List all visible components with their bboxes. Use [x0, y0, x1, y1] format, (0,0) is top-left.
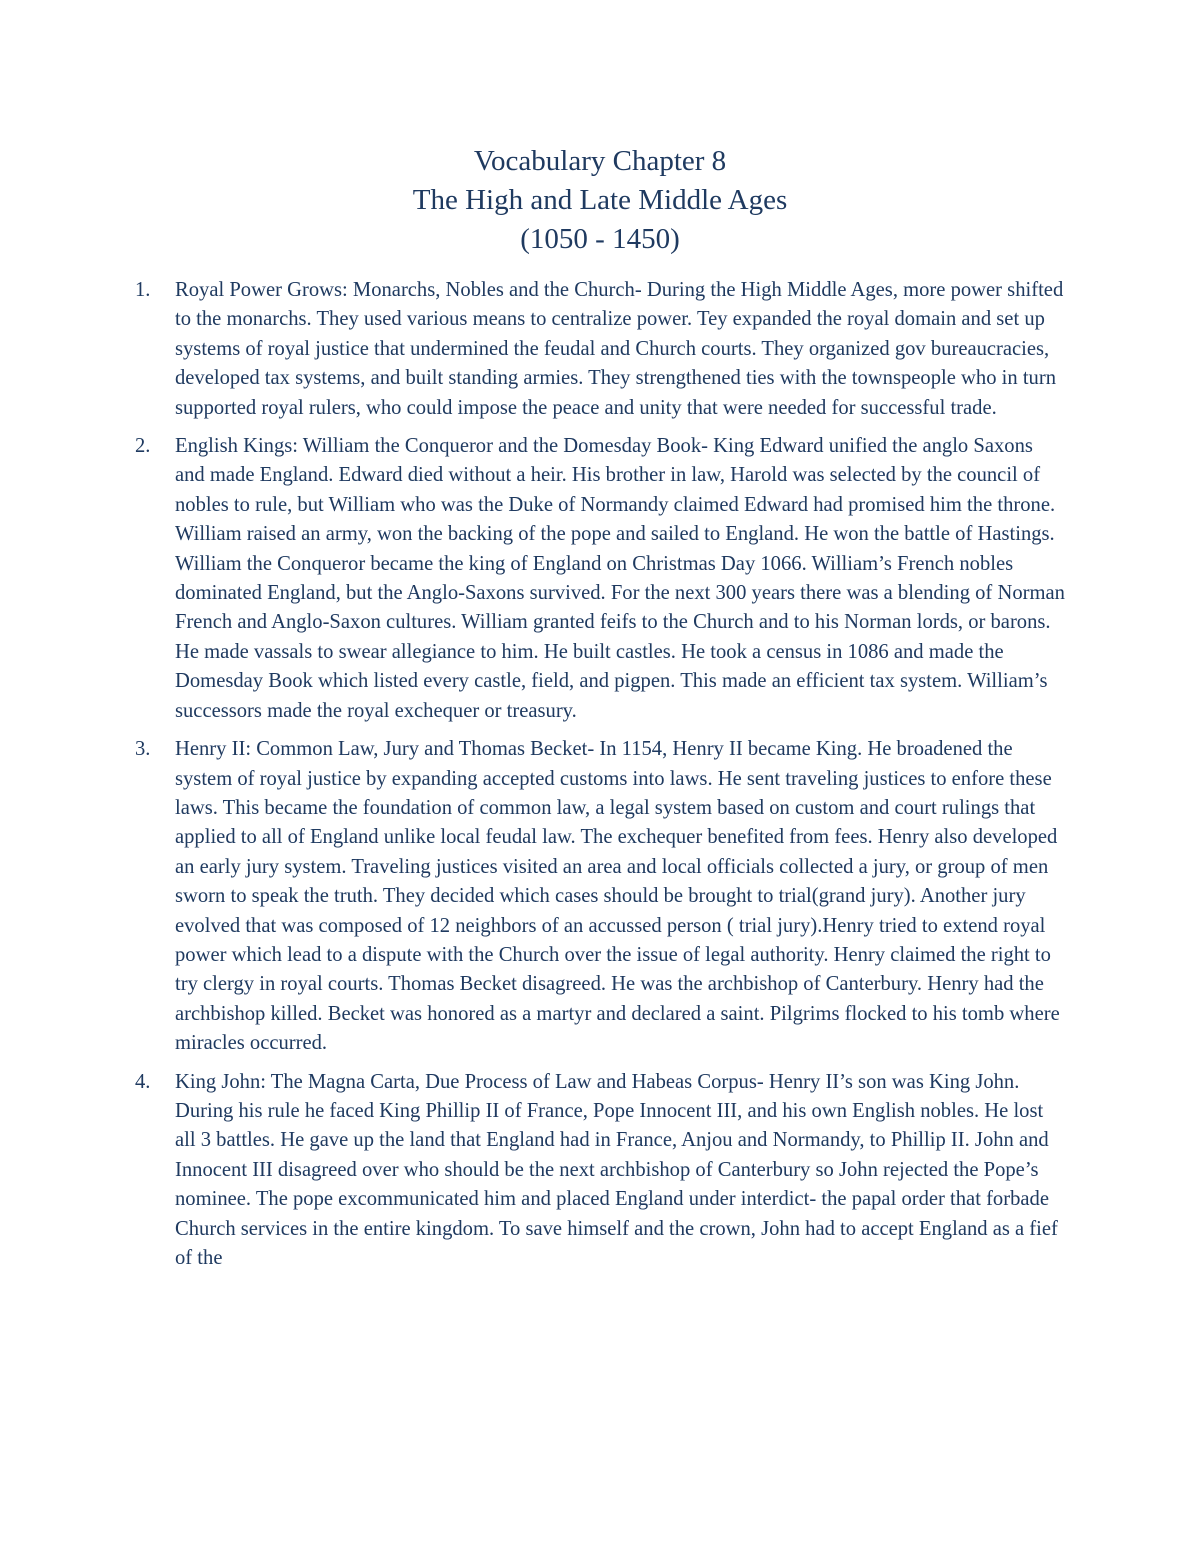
list-item-text: Royal Power Grows: Monarchs, Nobles and the Church- During the High Middle Ages, more power shifted to the monarchs. They used various means to centralize power. Tey expanded the royal domain and set up systems of royal justice that undermined the feudal and Church courts. They organized gov bureaucracies, developed tax systems, and built standing armies. They strengthened ties with the townspeople who in turn supported royal rulers, who could impose the peace and unity that were needed for successful trade.	[175, 279, 1064, 419]
title-line-chapter: Vocabulary Chapter 8	[473, 145, 727, 177]
list-item	[135, 1068, 1065, 1274]
list-item-text: Henry II: Common Law, Jury and Thomas Becket- In 1154, Henry II became King. He broadened the system of royal justice by expanding accepted customs into laws. He sent traveling justices to enfore these laws. This became the foundation of common law, a legal system based on custom and court rulings that applied to all of England unlike local feudal law. The exchequer benefited from fees. Henry also developed an early jury system. Traveling justices visited an area and local officials collected a jury, or group of men sworn to speak the truth. They decided which cases should be brought to trial(grand jury). Another jury evolved that was composed of 12 neighbors of an accussed person ( trial jury).Henry tried to extend royal power which lead to a dispute with the Church over the issue of legal authority. Henry claimed the right to try clergy in royal courts. Thomas Becket disagreed. He was the archbishop of Canterbury. Henry had the archbishop killed. Becket was honored as a martyr and declared a saint. Pilgrims flocked to his tomb where miracles occurred.	[175, 738, 1060, 1055]
title-line-subject: The High and Late Middle Ages	[412, 184, 788, 216]
list-item	[135, 432, 1065, 726]
document-title	[0, 142, 1200, 259]
list-item	[135, 276, 1065, 423]
list-item-number: 1.	[135, 279, 151, 301]
list-item-number: 2.	[135, 435, 151, 458]
list-item-text: English Kings: William the Conqueror and the Domesday Book- King Edward unified the anglo Saxons and made England. Edward died without a heir. His brother in law, Harold was selected by the council of nobles to rule, but William who was the Duke of Normandy claimed Edward had promised him the throne. William raised an army, won the backing of the pope and sailed to England. He won the battle of Hastings. William the Conqueror became the king of England on Christmas Day 1066. William’s French nobles dominated England, but the Anglo-Saxons survived. For the next 300 years there was a blending of Norman French and Anglo-Saxon cultures. William granted feifs to the Church and to his Norman lords, or barons. He made vassals to swear allegiance to him. He built castles. He took a census in 1086 and made the Domesday Book which listed every castle, field, and pigpen. This made an efficient tax system. William’s successors made the royal exchequer or treasury.	[175, 435, 1065, 722]
list-item-number: 4.	[135, 1070, 151, 1093]
list-item-number: 3.	[135, 738, 151, 761]
title-line-dates: (1050 - 1450)	[520, 223, 680, 255]
list-item	[135, 735, 1065, 1058]
vocabulary-list	[135, 276, 1065, 1282]
list-item-text: King John: The Magna Carta, Due Process of Law and Habeas Corpus- Henry II’s son was King John. During his rule he faced King Phillip II of France, Pope Innocent III, and his own English nobles. He lost all 3 battles. He gave up the land that England had in France, Anjou and Normandy, to Phillip II. John and Innocent III disagreed over who should be the next archbishop of Canterbury so John rejected the Pope’s nominee. The pope excommunicated him and placed England under interdict- the papal order that forbade Church services in the entire kingdom. To save himself and the crown, John had to accept England as a fief of the	[175, 1070, 1058, 1269]
